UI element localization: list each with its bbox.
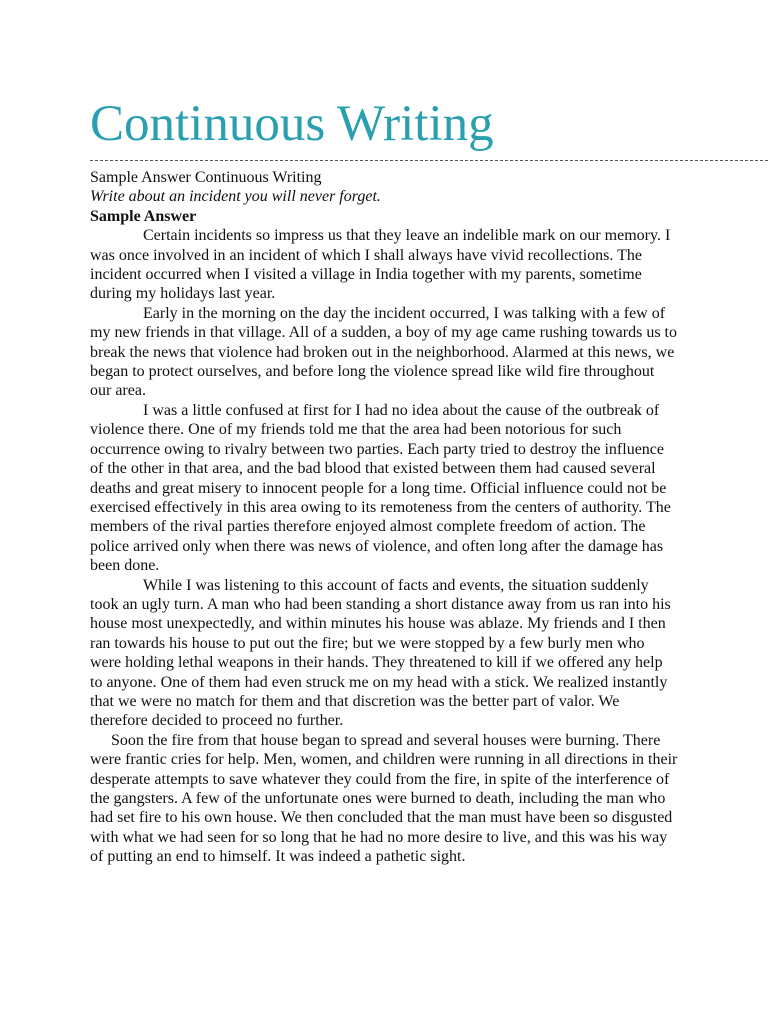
dashed-divider: [90, 160, 768, 161]
paragraph-4: While I was listening to this account of facts and events, the situation suddenly took an ugly turn. A man who had been standing a short distance away from us ran into his house most unexpectedly, and within minutes his house was ablaze. My friends and I then ran towards his house to put out the fire; but we were stopped by a few burly men who were holding lethal weapons in their hands. They threatened to kill if we offered any help to anyone. One of them had even struck me on my head with a stick. We realized instantly that we were no match for them and that discretion was the better part of valor. We therefore decided to proceed no further.: [90, 576, 671, 730]
writing-prompt: Write about an incident you will never forget.: [90, 188, 381, 206]
paragraph-3: I was a little confused at first for I had no idea about the cause of the outbreak of violence there. One of my friends told me that the area had been notorious for such occurrence owing to rivalry between two parties. Each party tried to destroy the influence of the other in that area, and the bad blood that existed between them had caused several deaths and great misery to innocent people for a long time. Official influence could not be exercised effectively in this area owing to its remoteness from the centers of authority. The members of the rival parties therefore enjoyed almost complete freedom of action. The police arrived only when there was news of violence, and often long after the damage has been done.: [90, 401, 671, 575]
document-subtitle: Sample Answer Continuous Writing: [90, 169, 322, 186]
paragraph-5: Soon the fire from that house began to spread and several houses were burning. There were frantic cries for help. Men, women, and children were running in all directions in their desperate attempts to save whatever they could from the fire, in spite of the interference of the gangsters. A few of the unfortunate ones were burned to death, including the man who had set fire to his own house. We then concluded that the man must have been so disgusted with what we had seen for so long that he had no more desire to live, and this was his way of putting an end to himself. It was indeed a pathetic sight.: [90, 731, 678, 866]
answer-heading: Sample Answer: [90, 207, 197, 225]
paragraph-2: Early in the morning on the day the incident occurred, I was talking with a few of my new friends in that village. All of a sudden, a boy of my age came rushing towards us to break the news that violence had broken out in the neighborhood. Alarmed at this news, we began to protect ourselves, and before long the violence spread like wild fire throughout our area.: [90, 304, 677, 400]
paragraph-1: Certain incidents so impress us that they leave an indelible mark on our memory. I was once involved in an incident of which I shall always have vivid recollections. The incident occurred when I visited a village in India together with my parents, sometime during my holidays last year.: [90, 227, 671, 303]
document-body: [90, 168, 678, 867]
page-title: Continuous Writing: [90, 96, 494, 152]
